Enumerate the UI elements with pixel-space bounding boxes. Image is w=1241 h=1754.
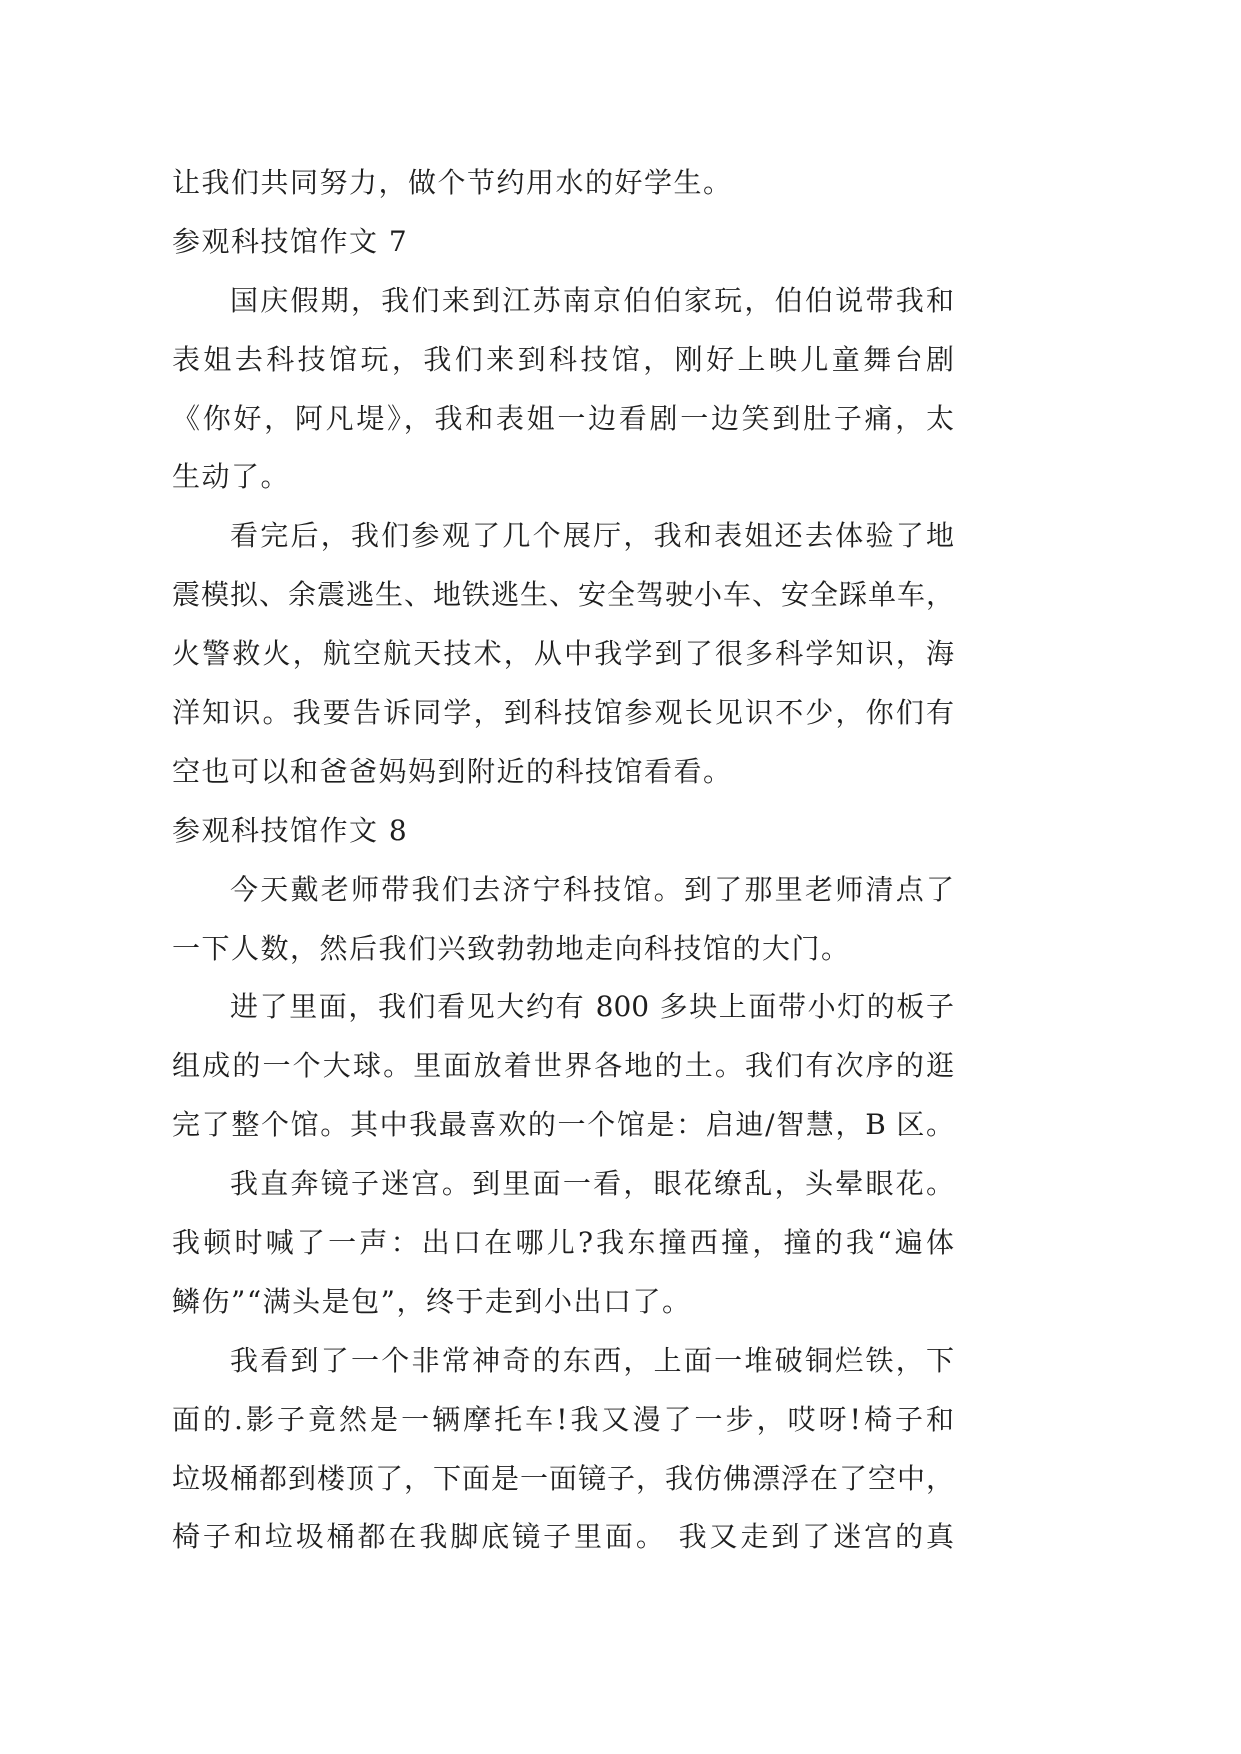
text-line: 空也可以和爸爸妈妈到附近的科技馆看看。 [172, 754, 733, 788]
text-line: 鳞伤”“满头是包”，终于走到小出口了。 [172, 1284, 692, 1318]
text-line: 生动了。 [172, 460, 291, 494]
text-line: 进了里面，我们看见大约有 800 多块上面带小灯的板子 [230, 990, 954, 1024]
text-line: 椅子和垃圾桶都在我脚底镜子里面。 我又走到了迷宫的真 [172, 1520, 954, 1554]
paragraph [172, 1155, 954, 1332]
text-line: 面的.影子竟然是一辆摩托车!我又漫了一步，哎呀!椅子和 [172, 1402, 954, 1436]
section-heading: 参观科技馆作文 8 [172, 813, 409, 847]
paragraph [172, 507, 954, 801]
text-line: 一下人数，然后我们兴致勃勃地走向科技馆的大门。 [172, 931, 851, 965]
text-line: 今天戴老师带我们去济宁科技馆。到了那里老师清点了 [230, 872, 954, 906]
text-line: 我看到了一个非常神奇的东西，上面一堆破铜烂铁，下 [230, 1343, 954, 1377]
text-line: 国庆假期，我们来到江苏南京伯伯家玩，伯伯说带我和 [230, 283, 954, 317]
text-line: 表姐去科技馆玩，我们来到科技馆，刚好上映儿童舞台剧 [172, 342, 954, 376]
paragraph [172, 272, 954, 508]
section-heading: 参观科技馆作文 7 [172, 224, 409, 258]
text-line: 看完后，我们参观了几个展厅，我和表姐还去体验了地 [230, 519, 954, 553]
text-line: 完了整个馆。其中我最喜欢的一个馆是：启迪/智慧，B 区。 [172, 1108, 954, 1142]
document-body [172, 154, 954, 1567]
paragraph [172, 861, 954, 979]
paragraph [172, 978, 954, 1155]
text-line: 火警救火，航空航天技术，从中我学到了很多科学知识，海 [172, 637, 954, 671]
text-line: 洋知识。我要告诉同学，到科技馆参观长见识不少，你们有 [172, 696, 954, 730]
text-line: 让我们共同努力，做个节约用水的好学生。 [172, 166, 733, 199]
text-line: 震模拟、余震逃生、地铁逃生、安全驾驶小车、安全踩单车， [172, 578, 954, 612]
text-line: 垃圾桶都到楼顶了，下面是一面镜子，我仿佛漂浮在了空中， [172, 1461, 954, 1495]
text-line: 我直奔镜子迷宫。到里面一看，眼花缭乱，头晕眼花。 [230, 1167, 954, 1201]
text-line: 组成的一个大球。里面放着世界各地的土。我们有次序的逛 [172, 1049, 954, 1083]
paragraph [172, 1332, 954, 1568]
text-line: 《你好，阿凡堤》，我和表姐一边看剧一边笑到肚子痛，太 [172, 401, 954, 435]
text-line: 我顿时喊了一声：出口在哪儿?我东撞西撞，撞的我“遍体 [172, 1226, 954, 1260]
